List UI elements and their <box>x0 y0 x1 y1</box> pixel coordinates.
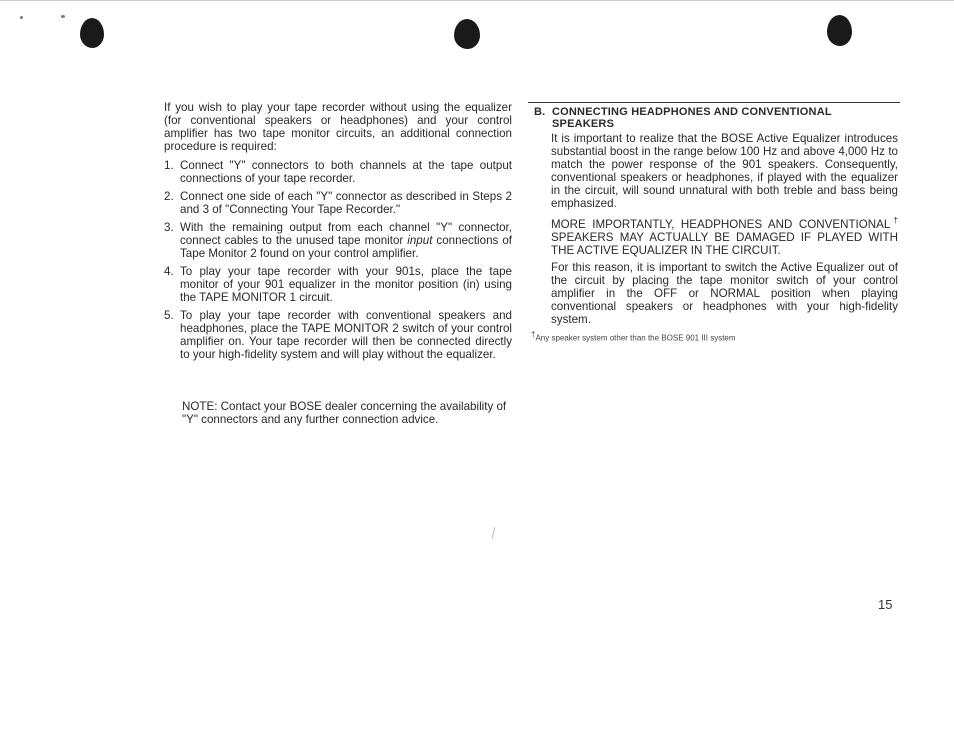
punch-hole-center <box>454 19 480 49</box>
heading-line-2: SPEAKERS <box>552 118 615 130</box>
list-item <box>164 265 512 304</box>
step-text: connections of Tape Monitor 2 found on your control amplifier. <box>180 234 512 260</box>
step-text: Connect one side of each "Y" connector as described in Steps 2 and 3 of "Connecting Your Tape Recorder." <box>180 190 512 216</box>
dagger-mark: † <box>890 216 899 225</box>
step-number: 2. <box>164 190 174 203</box>
warning-paragraph <box>551 214 898 257</box>
scan-mark <box>492 527 495 539</box>
section-rule <box>528 102 900 103</box>
heading-line-1: CONNECTING HEADPHONES AND CONVENTIONAL <box>552 106 832 118</box>
step-number: 1. <box>164 159 174 172</box>
section-letter: B. <box>534 106 546 118</box>
list-item <box>164 309 512 361</box>
scan-speck <box>61 15 65 18</box>
step-number: 3. <box>164 221 174 234</box>
warning-text: MORE IMPORTANTLY, HEADPHONES AND CONVENTIONAL <box>551 217 891 231</box>
punch-hole-left <box>80 18 104 48</box>
list-item <box>164 190 512 216</box>
step-text: To play your tape recorder with conventional speakers and headphones, place the TAPE MONITOR 2 switch of your control amplifier on. Your tape recorder will then be connected directly to your high-fidelity system and will play without the equalizer. <box>180 309 512 361</box>
step-text: To play your tape recorder with your 901s, place the tape monitor of your 901 equalizer in the monitor position (in) using the TAPE MONITOR 1 circuit. <box>180 265 512 304</box>
scan-top-edge <box>0 0 954 1</box>
step-number: 4. <box>164 265 174 278</box>
step-text: Connect "Y" connectors to both channels at the tape output connections of your tape recorder. <box>180 159 512 185</box>
step-emphasis: input <box>407 234 433 247</box>
punch-hole-right <box>827 15 852 46</box>
footnote-text: Any speaker system other than the BOSE 901 III system <box>535 333 736 343</box>
step-number: 5. <box>164 309 174 322</box>
scan-speck <box>20 16 23 19</box>
left-column <box>164 101 512 366</box>
step-text: With the remaining output from each channel "Y" connector, connect cables to the unused tape monitor <box>180 221 512 247</box>
footnote <box>531 330 736 344</box>
paragraph: It is important to realize that the BOSE Active Equalizer introduces substantial boost in the range below 100 Hz and above 4,000 Hz to match the power response of the 901 speakers. Consequently, conventional speakers or headphones, if played with the equalizer in the circuit, will sound unnatural with both treble and bass being emphasized. <box>551 132 898 210</box>
footnote-mark: † <box>531 330 536 339</box>
page-number: 15 <box>878 597 893 612</box>
paragraph: For this reason, it is important to switch the Active Equalizer out of the circuit by placing the tape monitor switch of your control amplifier in the OFF or NORMAL position when playing conventional speakers or headphones with your high-fidelity system. <box>551 260 898 326</box>
section-heading <box>534 106 898 130</box>
list-item <box>164 221 512 260</box>
right-column <box>551 132 898 330</box>
note-paragraph: NOTE: Contact your BOSE dealer concerning the availability of "Y" connectors and any further connection advice. <box>182 400 507 426</box>
steps-list <box>164 159 512 361</box>
intro-paragraph: If you wish to play your tape recorder without using the equalizer (for conventional speakers or headphones) and your control amplifier has two tape monitor circuits, an additional connection procedure is required: <box>164 101 512 153</box>
warning-text: SPEAKERS MAY ACTUALLY BE DAMAGED IF PLAYED WITH THE ACTIVE EQUALIZER IN THE CIRCUIT. <box>551 230 898 257</box>
list-item <box>164 159 512 185</box>
